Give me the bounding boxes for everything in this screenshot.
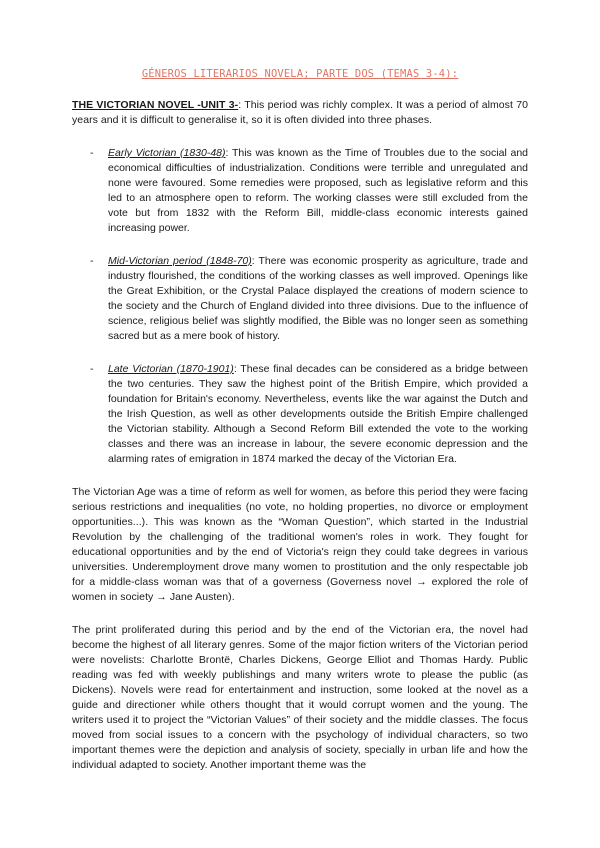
phases-list (72, 146, 528, 467)
phase-text: : This was known as the Time of Troubles due to the social and economical difficulties of industrialization. Conditions were terrible and unregulated and none were favoured. Some remedies were proposed, such as legislative reform and this led to an atmosphere open to reform. The working classes were still excluded from the vote but from 1832 with the Reform Bill, middle-class economic interests gained increasing power. (108, 147, 528, 234)
women-paragraph: The Victorian Age was a time of reform as well for women, as before this period they were facing serious restrictions and inequalities (no vote, no holding properties, no divorce or employment opportunities...). This was known as the “Woman Question”, which started in the Industrial Revolution by the challenging of the traditional women's roles in work. They fought for educational opportunities and by the end of Victoria's reign they could take degrees in various universities. Underemployment drove many women to prostitution and the only respectable job for a middle-class woman was that of a governess (Governess novel → explored the role of women in society → Jane Austen). (72, 486, 528, 603)
list-item (72, 254, 528, 344)
phase-title: Early Victorian (1830-48) (108, 147, 226, 159)
phase-title: Mid-Victorian period (1848-70) (108, 255, 252, 267)
bullet-dash: - (90, 147, 94, 159)
bullet-dash: - (90, 255, 94, 267)
phase-title: Late Victorian (1870-1901) (108, 363, 234, 375)
intro-paragraph (72, 98, 528, 128)
phase-text: : These final decades can be considered as a bridge between the two centuries. They saw the highest point of the British Empire, which provided a foundation for Britain's economy. Nevertheless, events like the war against the Dutch and the Irish Question, as well as other developments outside the British Empire challenged the Victorian stability. Although a Second Reform Bill extended the vote to the working classes and there was an increase in labour, the severe economic depression and the alarming rates of emigration in 1874 marked the decay of the Victorian Era. (108, 363, 528, 465)
intro-text: : This period was richly complex. It was a period of almost 70 years and it is difficult to generalise it, so it is often divided into three phases. (72, 99, 528, 126)
list-item (72, 362, 528, 467)
document-title: GÉNEROS LITERARIOS NOVELA; PARTE DOS (TEMAS 3-4): (141, 68, 459, 80)
print-paragraph: The print proliferated during this period and by the end of the Victorian era, the novel had become the highest of all literary genres. Some of the major fiction writers of the Victorian period were novelists: Charlotte Brontë, Charles Dickens, George Elliot and Thomas Hardy. Public reading was fed with weekly publishings and many writers wrote to please the public (as Dickens). Novels were read for entertainment and instruction, some looked at the novel as a guide and directioner while others thought that it would corrupt women and the young. The writers used it to project the “Victorian Values” of their society and the middle classes. The focus moved from social issues to a concern with the psychology of individual characters, so two important themes were the depiction and analysis of society, specially in urban life and how the individual adapted to society. Another important theme was the (72, 624, 528, 771)
bullet-dash: - (90, 363, 94, 375)
unit-heading: THE VICTORIAN NOVEL -UNIT 3- (72, 99, 239, 111)
list-item (72, 146, 528, 236)
phase-text: : There was economic prosperity as agriculture, trade and industry flourished, the conditions of the working classes as well improved. Openings like the Great Exhibition, or the Crystal Palace displayed the creations of modern science to the society and the Church of England divided into three divisions. Due to the influence of science, religious belief was slightly modified, the Bible was no longer seen as something sacred but as a mere book of history. (108, 255, 528, 342)
